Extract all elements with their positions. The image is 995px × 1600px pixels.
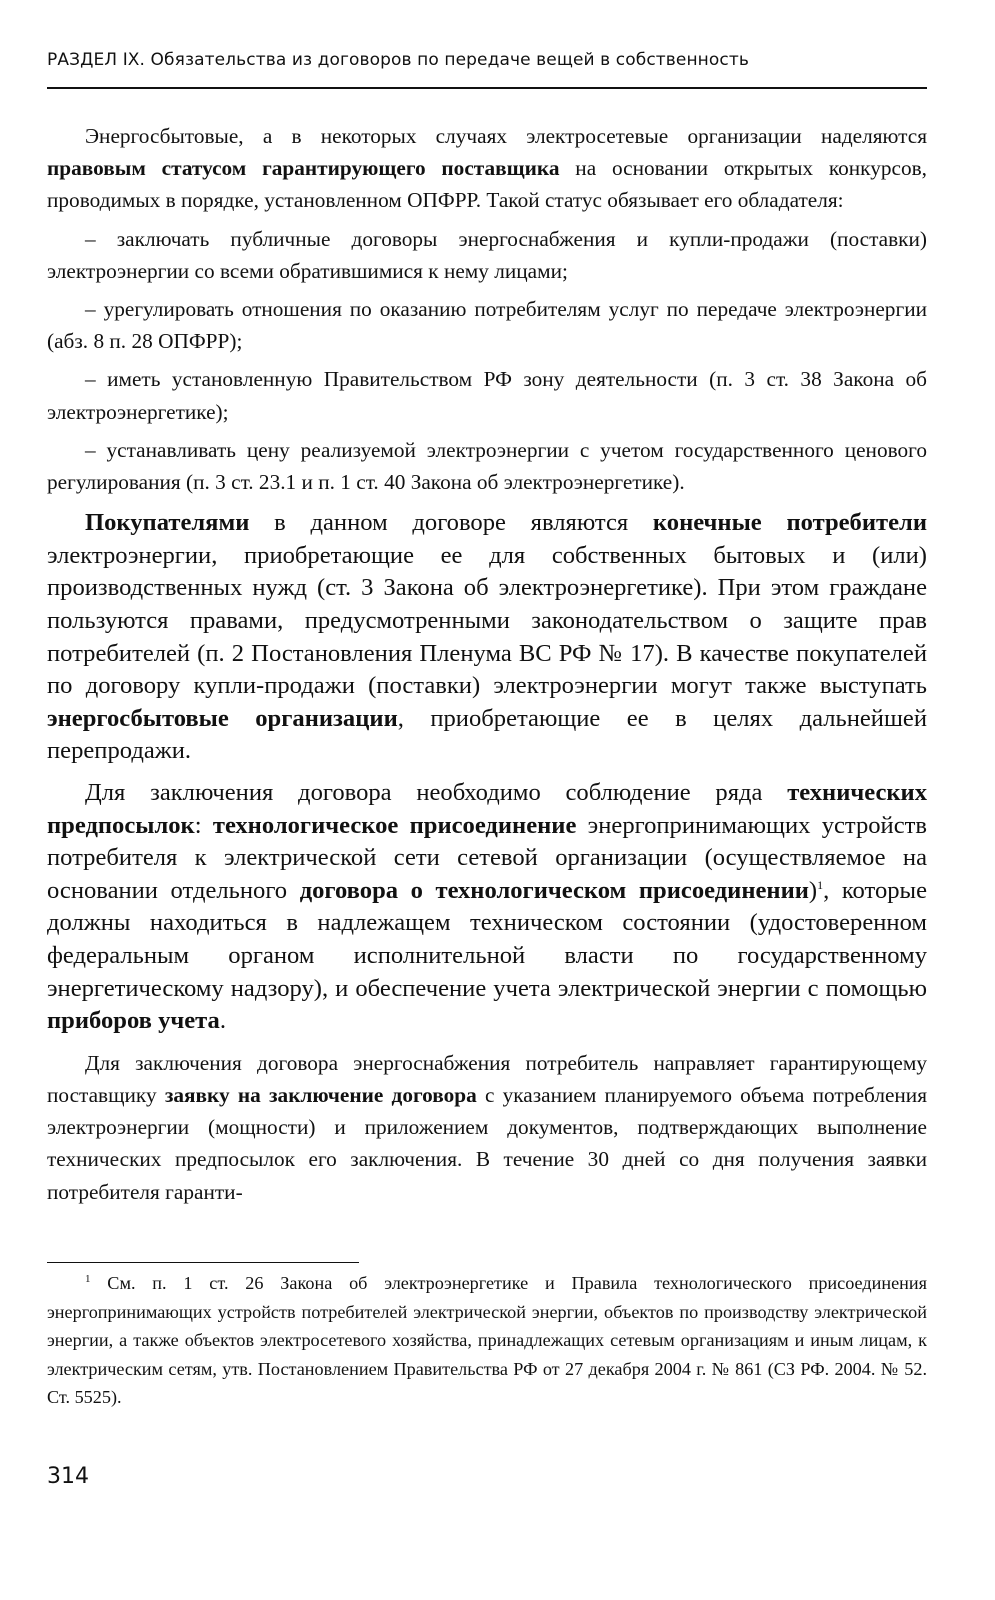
- bold-term: приборов учета: [47, 1007, 220, 1035]
- footnote-reference[interactable]: 1: [817, 877, 824, 892]
- bold-term: правовым статусом гарантирующего поставщика: [47, 156, 560, 181]
- list-item: – заключать публичные договоры энергоснабжения и купли-продажи (поставки) электроэнергии со всеми обратившимися к нему лицами;: [47, 226, 927, 283]
- page-number: 314: [47, 1464, 89, 1489]
- running-header: РАЗДЕЛ IX. Обязательства из договоров по передаче вещей в собственность: [47, 50, 749, 70]
- footnote: [47, 1269, 927, 1412]
- list-item: – иметь установленную Правительством РФ зону деятельности (п. 3 ст. 38 Закона об электроэнергетике);: [47, 367, 927, 424]
- bold-term: договора о технологическом присоединении: [299, 876, 809, 904]
- main-text: [47, 120, 927, 1208]
- list-item: – устанавливать цену реализуемой электроэнергии с учетом государственного ценового регулирования (п. 3 ст. 23.1 и п. 1 ст. 40 Закона об электроэнергетике).: [47, 437, 927, 495]
- bold-term: заявку на заключение договора: [164, 1082, 477, 1107]
- bold-term: конечные потребители: [652, 509, 927, 537]
- bold-term: энергосбытовые организации: [47, 704, 398, 732]
- list-item: – урегулировать отношения по оказанию потребителям услуг по передаче электроэнергии (абз. 8 п. 28 ОПФРР);: [47, 297, 927, 354]
- paragraph-buyers: Покупателями в данном договоре являются конечные потребители электроэнергии, приобретающие ее для собственных бытовых и (или) производственных нужд (ст. 3 Закона об электроэнергетике). При этом граждане пользуются правами, предусмотренными законодательством о защите прав потребителей (п. 2 Постановления Пленума ВС РФ № 17). В качестве покупателей по договору купли-продажи (поставки) электроэнергии могут также выступать энергосбытовые организации, приобретающие ее в целях дальнейшей перепродажи.: [47, 509, 927, 765]
- paragraph-technical-prerequisites: Для заключения договора необходимо соблюдение ряда технических предпосылок: технологическое присоединение энергопринимающих устройств потребителя к электрической сети сетевой организации (осуществляемое на основании отдельного договора о технологическом присоединении)$^1$, которые должны находиться в надлежащем техническом состоянии (удостоверенном федеральным органом исполнительной власти по государственному энергетическому надзору), и обеспечение учета электрической энергии с помощью приборов учета.: [47, 778, 927, 1035]
- paragraph-application: Для заключения договора энергоснабжения потребитель направляет гарантирующему поставщику заявку на заключение договора с указанием планируемого объема потребления электроэнергии (мощности) и приложением документов, подтверждающих выполнение технических предпосылок его заключения. В течение 30 дней со дня получения заявки потребителя гаранти-: [47, 1050, 927, 1204]
- header-rule: [47, 87, 927, 89]
- footnote-marker: 1: [85, 1272, 91, 1285]
- footnote-text: См. п. 1 ст. 26 Закона об электроэнергетике и Правила технологического присоединения энергопринимающих устройств потребителей электрической энергии, объектов по производству электрической энергии, а также объектов электросетевого хозяйства, принадлежащих сетевым организациям и иным лицам, к электрическим сетям, утв. Постановлением Правительства РФ от 27 декабря 2004 г. № 861 (СЗ РФ. 2004. № 52. Ст. 5525).: [47, 1273, 927, 1408]
- paragraph-guaranteeing-supplier: Энергосбытовые, а в некоторых случаях электросетевые организации наделяются правовым статусом гарантирующего поставщика на основании открытых конкурсов, проводимых в порядке, установленном ОПФРР. Такой статус обязывает его обладателя:: [47, 124, 928, 213]
- bold-term: технологическое присоединение: [212, 811, 577, 839]
- footnote-rule: [47, 1262, 359, 1263]
- bold-term: технических предпосылок: [47, 778, 927, 839]
- bold-term: Покупателями: [85, 509, 250, 537]
